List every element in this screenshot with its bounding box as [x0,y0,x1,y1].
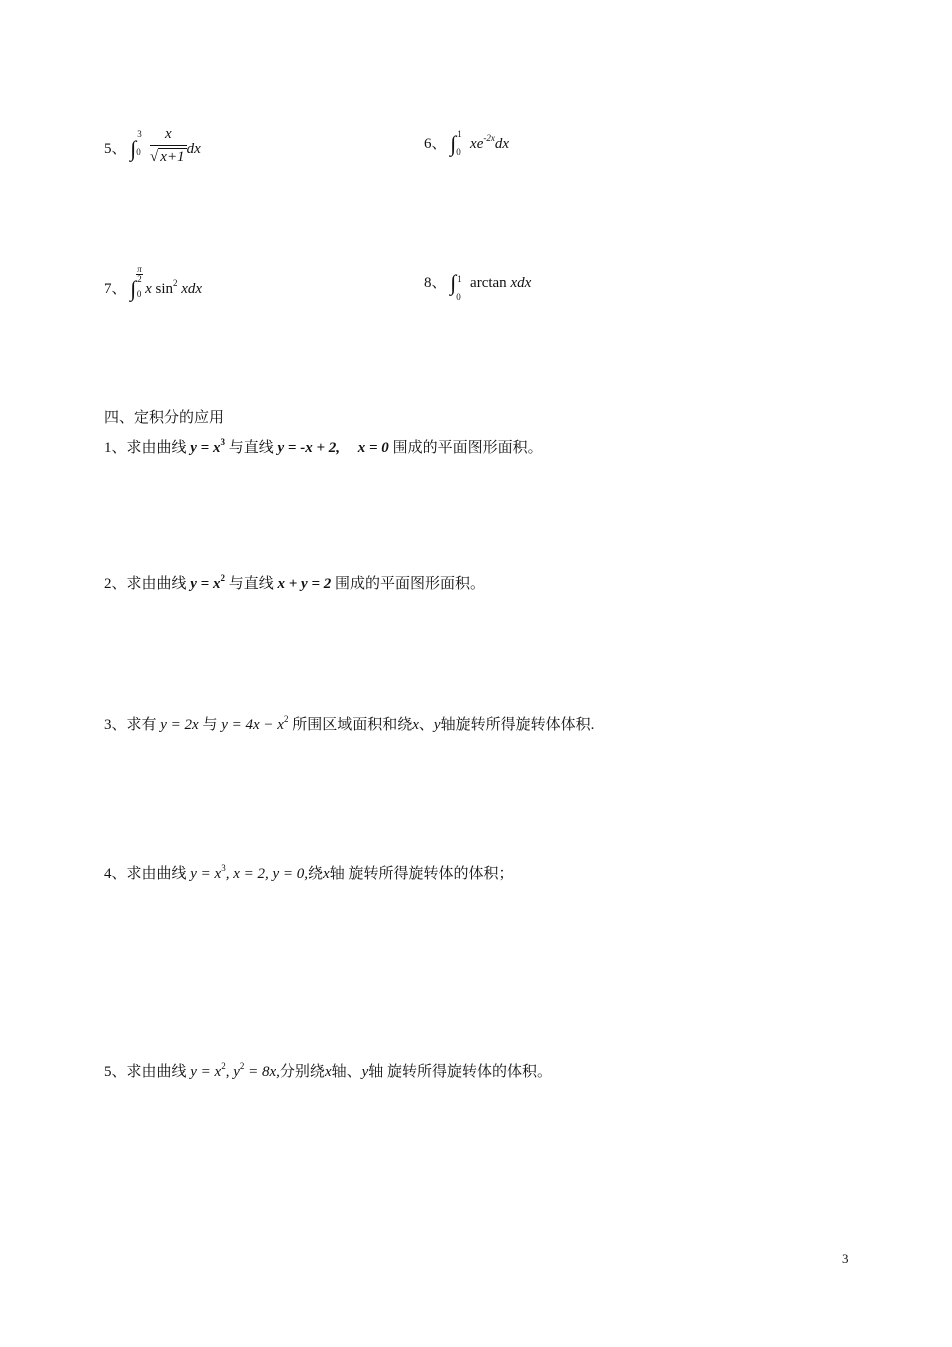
equation-axis: x = 0 [357,440,389,456]
problem-prefix: 1、求由曲线 [104,440,187,456]
problem-suffix: 轴 旋转所得旋转体的体积。 [368,1064,553,1080]
sin-function: sin [155,281,173,297]
equation-curve-2-rhs: = 8x, [244,1064,280,1080]
integral-5-number: 5、 [104,140,127,157]
problem-3 [104,709,594,735]
differential: dx [494,136,510,152]
integral-8-number: 8、 [424,275,447,291]
problem-4 [104,858,513,884]
integral-sign: ∫ [450,270,457,295]
problem-suffix-b: 轴旋转所得旋转体体积. [440,717,595,733]
equation-curve: y = x [190,440,221,456]
integrand-rest: xdx [181,281,203,297]
problem-5 [104,1056,552,1082]
arctan-function: arctan [470,275,507,291]
separator-text: 分别绕 [279,1064,325,1080]
problem-1 [104,432,543,458]
section-title: 四、定积分的应用 [104,410,225,426]
upper-limit: 1 [457,129,462,139]
connector-text: 与直线 [228,440,274,456]
around-text: 绕 [308,866,324,882]
equation-curve: y = x [190,576,221,592]
lower-limit: 0 [456,292,461,302]
equation-bounds: , x = 2, y = 0, [225,866,309,882]
power: 2 [221,1061,226,1071]
integrand-base: xe [470,136,484,152]
upper-limit: 1 [457,274,462,284]
x-axis-symbol: x [324,1064,332,1080]
power: 3 [220,437,225,447]
problem-suffix-a: 所围区域面积和绕 [292,717,413,733]
integral-5 [104,128,201,171]
power: 3 [221,863,226,873]
problem-2 [104,568,485,594]
y-axis-symbol: y [361,1064,369,1080]
integral-7 [104,264,203,304]
problem-suffix: 围成的平面图形面积。 [392,440,543,456]
y-axis-symbol: y [433,717,441,733]
power: 2 [173,278,178,288]
power: 2 [239,1061,245,1071]
lower-limit: 0 [136,147,141,157]
x-axis-symbol: x [323,866,330,882]
equation-curve: y = 4x − x [221,717,284,733]
equation-curve: y = x [190,866,222,882]
integral-sign: ∫ [130,135,137,161]
exponent: -2x [483,133,495,143]
comma: , [225,1064,234,1080]
lower-limit: 0 [456,147,461,157]
lower-limit: 0 [136,289,142,299]
equation-curve-2: y [233,1064,240,1080]
separator: 、 [418,717,434,733]
equation-line: y = -x + 2, [277,440,340,456]
problem-suffix: 轴 旋转所得旋转体的体积； [329,866,514,882]
connector-text: 轴、 [331,1064,362,1080]
differential: dx [186,140,201,157]
integral-sign: ∫ [130,276,137,301]
integral-6-number: 6、 [424,136,447,152]
power: 2 [220,573,225,583]
sqrt-body: x+1 [160,149,185,165]
x-axis-symbol: x [412,717,419,733]
power: 2 [283,714,289,724]
upper-limit: 3 [137,129,142,139]
problem-prefix: 4、求由曲线 [104,866,187,882]
integral-8 [424,270,532,302]
integral-7-number: 7、 [104,281,127,297]
upper-limit-pi-over-2: $\frac{\pi}{2}$ [137,264,142,284]
equation-curve-1: y = x [190,1064,222,1080]
fraction-numerator: x [150,124,187,146]
equation-line: x + y = 2 [277,576,332,592]
connector-text: 与直线 [228,576,274,592]
problem-prefix: 3、求有 [104,717,157,733]
integral-sign: ∫ [450,131,457,156]
page-number: 3 [842,1251,849,1266]
fraction: $\frac{x}{√ x+1}$ [150,126,185,165]
problem-prefix: 2、求由曲线 [104,576,187,592]
integrand-rest: xdx [510,275,532,291]
integral-6 [424,128,510,157]
connector-text: 与 [202,717,218,733]
integrand-x: x [145,281,152,297]
problem-suffix: 围成的平面图形面积。 [335,576,486,592]
equation-line: y = 2x [160,717,199,733]
problem-prefix: 5、求由曲线 [104,1064,187,1080]
